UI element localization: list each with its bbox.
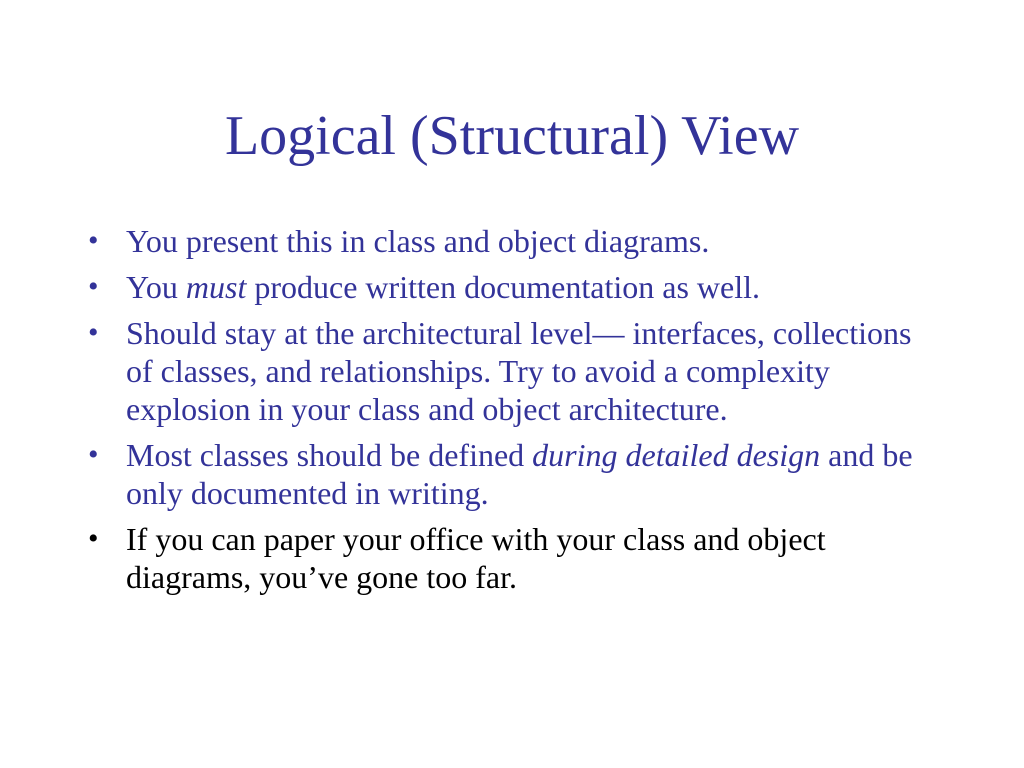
bullet-text: You xyxy=(126,269,186,305)
bullet-text: produce written documentation as well. xyxy=(246,269,760,305)
slide-title: Logical (Structural) View xyxy=(224,105,800,167)
bullet-dot: • xyxy=(88,316,99,349)
bullet-dot: • xyxy=(88,224,99,257)
bullet-list xyxy=(84,222,934,604)
bullet-text: and be only documented in writing. xyxy=(126,437,913,511)
bullet-item xyxy=(84,314,934,428)
bullet-text: Should stay at the architectural level— interfaces, collections of classes, and relationships. Try to avoid a complexity explosion in your class and object architecture. xyxy=(126,315,912,427)
bullet-emphasis: during detailed design xyxy=(532,437,821,473)
bullet-item xyxy=(84,436,934,512)
bullet-dot: • xyxy=(88,270,99,303)
bullet-item xyxy=(84,520,934,596)
bullet-text: Most classes should be defined xyxy=(126,437,533,473)
bullet-dot: • xyxy=(88,438,99,471)
bullet-dot: • xyxy=(88,522,99,555)
bullet-text: You present this in class and object diagrams. xyxy=(126,223,710,259)
bullet-item xyxy=(84,268,934,306)
bullet-item xyxy=(84,222,934,260)
bullet-text: If you can paper your office with your class and object diagrams, you’ve gone too far. xyxy=(126,521,826,595)
bullet-emphasis: must xyxy=(185,269,247,305)
